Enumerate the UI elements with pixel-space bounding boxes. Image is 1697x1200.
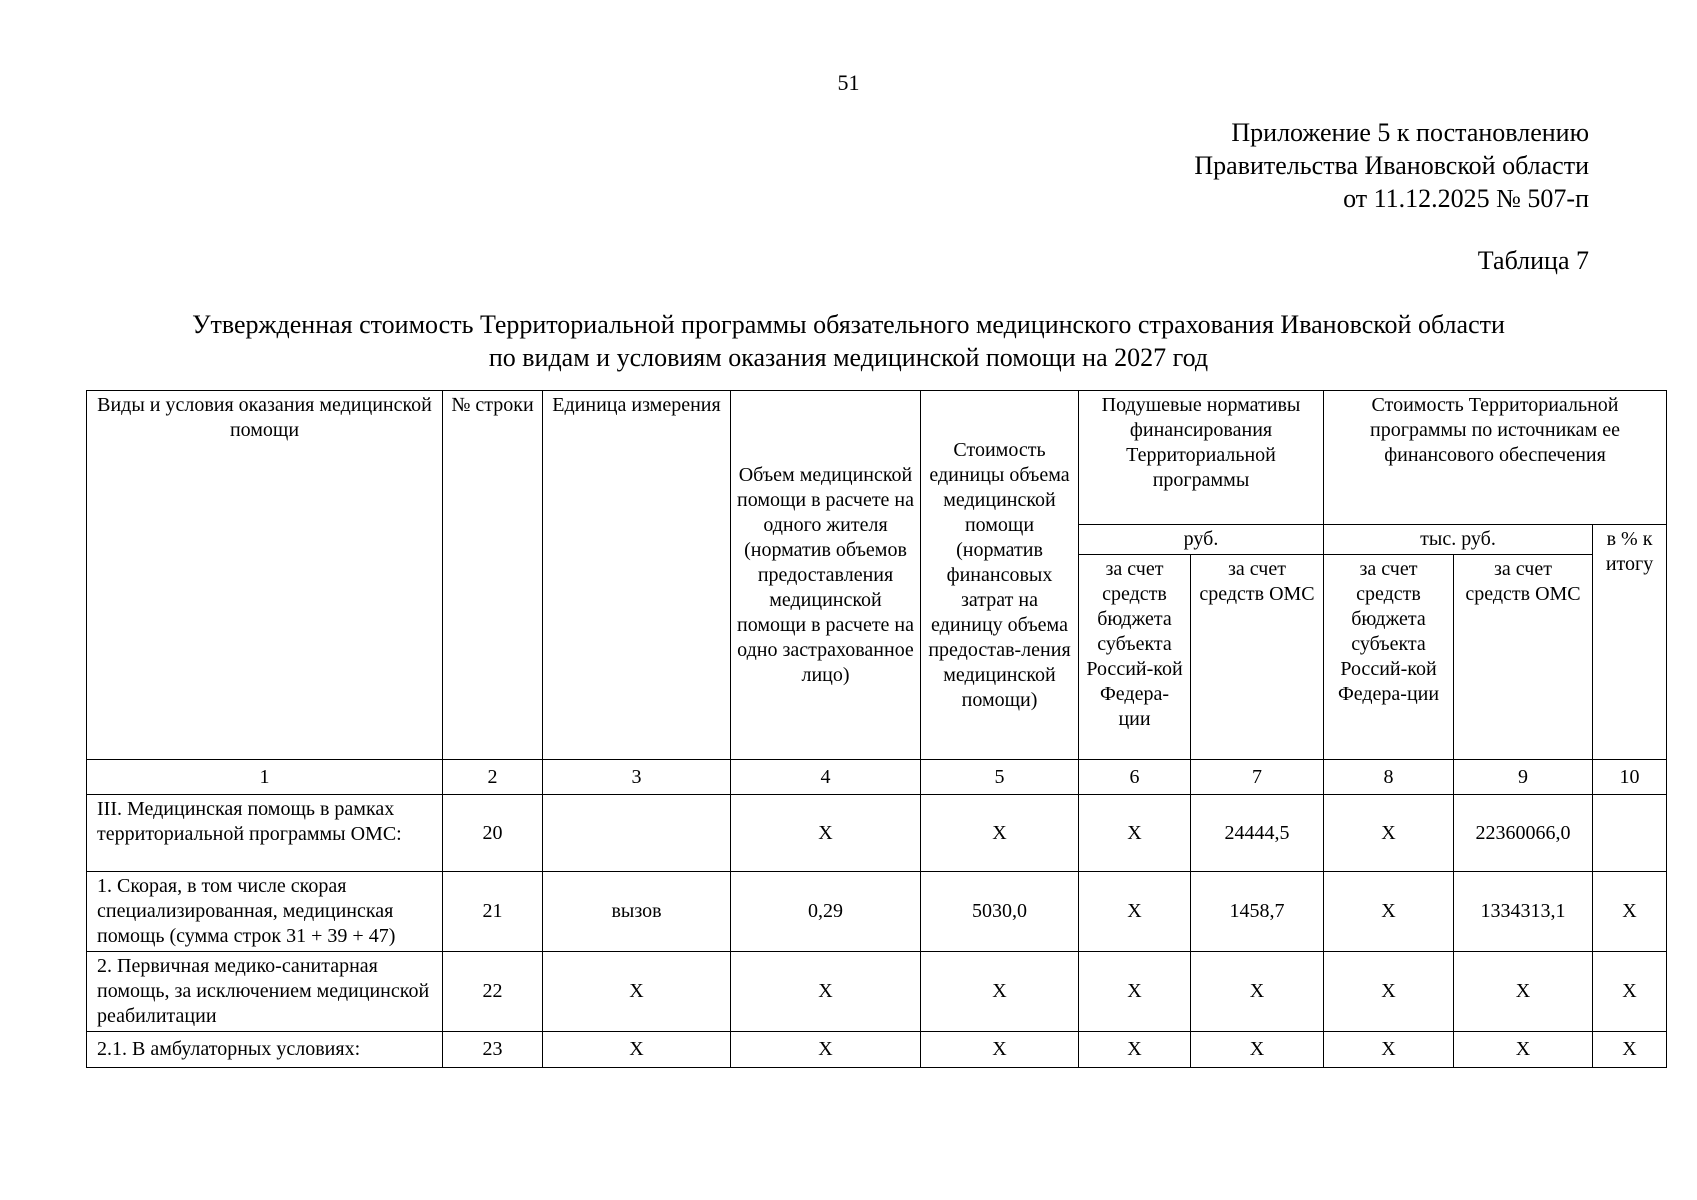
table-row <box>87 872 1667 952</box>
table-cell: X <box>921 952 1079 1032</box>
table-cell: X <box>921 795 1079 872</box>
table-cell: X <box>543 1032 731 1068</box>
header-budget-thous: за счет средств бюджета субъекта Россий-кой Федера-ции <box>1324 555 1454 760</box>
column-number: 2 <box>443 760 543 795</box>
table-cell: 0,29 <box>731 872 921 952</box>
header-thous-rub: тыс. руб. <box>1324 525 1593 555</box>
table-cell: X <box>1593 1032 1667 1068</box>
header-row-number: № строки <box>443 391 543 760</box>
table-cell: X <box>1324 872 1454 952</box>
header-unit: Единица измерения <box>543 391 731 760</box>
table-cell: X <box>1593 952 1667 1032</box>
header-unit-cost: Стоимость единицы объема медицинской помощи (норматив финансовых затрат на единицу объема предостав-ления медицинской помощи) <box>921 391 1079 760</box>
table-cell: X <box>731 795 921 872</box>
header-kinds-conditions: Виды и условия оказания медицинской помощи <box>87 391 443 760</box>
cost-table <box>86 390 1667 1068</box>
table-cell: 1458,7 <box>1191 872 1324 952</box>
table-cell: X <box>1324 795 1454 872</box>
header-rub: руб. <box>1079 525 1324 555</box>
table-cell: X <box>731 1032 921 1068</box>
table-cell: X <box>1079 795 1191 872</box>
header-volume: Объем медицинской помощи в расчете на одного жителя (норматив объемов предоставления медицинской помощи в расчете на одно застрахованное лицо) <box>731 391 921 760</box>
document-title <box>0 308 1697 374</box>
column-number: 1 <box>87 760 443 795</box>
table-cell: X <box>1079 1032 1191 1068</box>
row-label: 2. Первичная медико-санитарная помощь, за исключением медицинской реабилитации <box>87 952 443 1032</box>
table-cell: X <box>1593 872 1667 952</box>
table-cell: X <box>1079 952 1191 1032</box>
table-row <box>87 795 1667 872</box>
appendix-line-3: от 11.12.2025 № 507-п <box>1343 184 1589 213</box>
table-cell: 22360066,0 <box>1454 795 1593 872</box>
table-cell <box>1593 795 1667 872</box>
column-number: 3 <box>543 760 731 795</box>
header-percent: в % к итогу <box>1593 525 1667 760</box>
title-line-1: Утвержденная стоимость Территориальной программы обязательного медицинского страхования Ивановской области <box>192 310 1505 339</box>
table-cell: X <box>1454 1032 1593 1068</box>
column-number: 9 <box>1454 760 1593 795</box>
table-cell: 21 <box>443 872 543 952</box>
table-cell: 22 <box>443 952 543 1032</box>
table-cell: 23 <box>443 1032 543 1068</box>
table-label: Таблица 7 <box>1477 246 1589 275</box>
table-cell: 20 <box>443 795 543 872</box>
column-number: 5 <box>921 760 1079 795</box>
table-cell: X <box>921 1032 1079 1068</box>
appendix-line-1: Приложение 5 к постановлению <box>1231 118 1589 147</box>
title-line-2: по видам и условиям оказания медицинской помощи на 2027 год <box>488 343 1209 372</box>
column-numbers-row <box>87 760 1667 795</box>
table-cell: X <box>1191 1032 1324 1068</box>
table-cell: 5030,0 <box>921 872 1079 952</box>
column-number: 4 <box>731 760 921 795</box>
header-oms-rub: за счет средств ОМС <box>1191 555 1324 760</box>
row-label: III. Медицинская помощь в рамках территориальной программы ОМС: <box>87 795 443 872</box>
header-oms-thous: за счет средств ОМС <box>1454 555 1593 760</box>
column-number: 7 <box>1191 760 1324 795</box>
table-row <box>87 952 1667 1032</box>
appendix-reference <box>1194 116 1589 215</box>
table-cell: X <box>1191 952 1324 1032</box>
row-label: 2.1. В амбулаторных условиях: <box>87 1032 443 1068</box>
table-cell: X <box>1079 872 1191 952</box>
table-cell: X <box>731 952 921 1032</box>
header-program-cost-group: Стоимость Территориальной программы по источникам ее финансового обеспечения <box>1324 391 1667 525</box>
page-number: 51 <box>837 70 860 95</box>
table-cell: X <box>1454 952 1593 1032</box>
table-cell: X <box>1324 952 1454 1032</box>
table-cell: X <box>1324 1032 1454 1068</box>
table-row <box>87 1032 1667 1068</box>
column-number: 8 <box>1324 760 1454 795</box>
table-cell <box>543 795 731 872</box>
header-per-capita-group: Подушевые нормативы финансирования Территориальной программы <box>1079 391 1324 525</box>
column-number: 6 <box>1079 760 1191 795</box>
header-budget-rub: за счет средств бюджета субъекта Россий-кой Федера-ции <box>1079 555 1191 760</box>
table-cell: вызов <box>543 872 731 952</box>
column-number: 10 <box>1593 760 1667 795</box>
table-cell: 1334313,1 <box>1454 872 1593 952</box>
table-cell: X <box>543 952 731 1032</box>
appendix-line-2: Правительства Ивановской области <box>1194 151 1589 180</box>
table-cell: 24444,5 <box>1191 795 1324 872</box>
row-label: 1. Скорая, в том числе скорая специализированная, медицинская помощь (сумма строк 31 + 39 + 47) <box>87 872 443 952</box>
